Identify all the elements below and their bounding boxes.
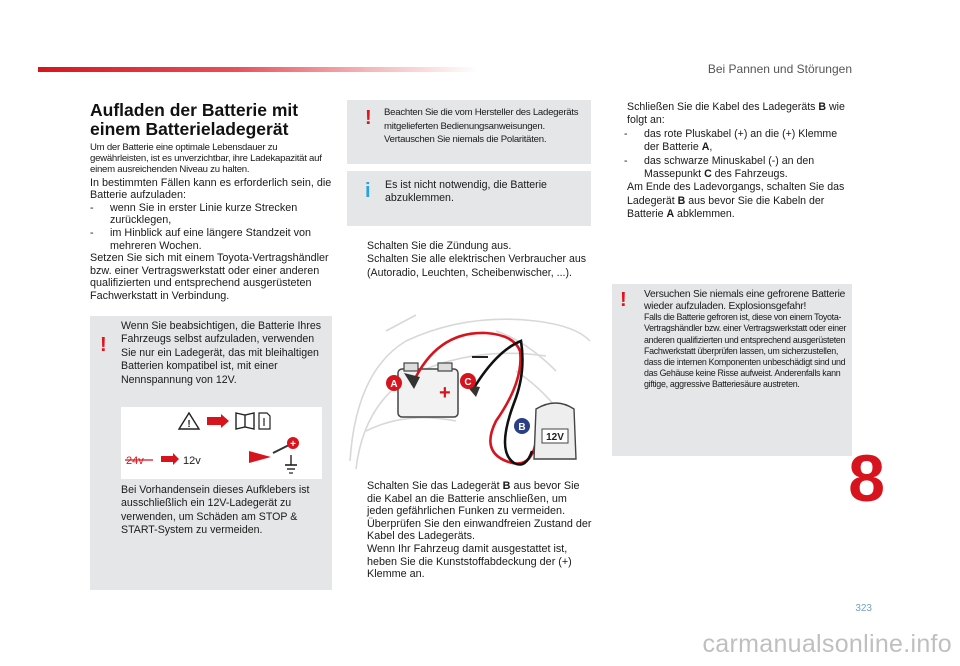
header-accent-bar <box>38 67 478 72</box>
label-12v: 12v <box>183 455 201 467</box>
warning-text: Beachten Sie die vom Hersteller des Ladegeräts mitgelieferten Bedienungsanweisungen. Vertauschen Sie niemals die Polaritäten. <box>384 107 579 145</box>
text-part: des Fahrzeugs. <box>711 168 788 181</box>
text-part: Am Ende des Ladevorgangs, schalten Sie das Ladegerät <box>627 181 845 207</box>
text-part: wie folgt an: <box>627 101 845 127</box>
list-dash: - <box>624 154 628 167</box>
list-item-text: Wenn Ihr Fahrzeug damit ausgestattet ist, heben Sie die Kunststoffabdeckung der (+) Klemme an. <box>367 542 572 581</box>
list-item-text: im Hinblick auf eine längere Standzeit von mehreren Wochen. <box>110 226 312 252</box>
section-title: Bei Pannen und Störungen <box>707 62 852 76</box>
sub-list-item <box>612 128 854 155</box>
plus-sign-icon: + <box>439 382 451 404</box>
list-item-text: Überprüfen Sie den einwandfreien Zustand der Kabel des Ladegeräts. <box>367 517 592 543</box>
page-number: 323 <box>855 603 872 614</box>
warning-icon: ! <box>365 107 372 129</box>
label-b: B <box>518 422 526 433</box>
intro-text: Um der Batterie eine optimale Lebensdauer zu gewährleisten, ist es unverzichtbar, ihre Ladekapazität auf einem ausreichenden Niveau zu halten. <box>90 142 322 176</box>
text-part: das schwarze Minuskabel (-) an den Massepunkt <box>644 154 815 181</box>
text-bold: B <box>502 480 511 492</box>
arrow-right-icon <box>207 414 229 428</box>
warning-body: Falls die Batterie gefroren ist, diese von einem Toyota-Vertragshändler bzw. einer Vertragswerkstatt oder einer anderen qualifizierten und entsprechend ausgerüsteten Fachwerkstatt überprüfen lassen, um sicherzustellen, dass die internen Komponenten unbeschädigt sind und das Gehäuse keine Risse aufweist. Anderenfalls kann giftige, aggressive Batteriesäure austreten. <box>644 312 847 390</box>
warning-heading: Versuchen Sie niemals eine gefrorene Batterie wieder aufzuladen. Explosionsgefahr! <box>644 289 846 312</box>
text-bold: B <box>818 101 827 113</box>
manual-book-icon <box>236 413 254 429</box>
label-a: A <box>390 379 398 390</box>
warning-icon: ! <box>100 334 107 356</box>
info-icon: i <box>365 180 371 202</box>
text-bold: A <box>701 141 710 154</box>
list-item <box>612 181 854 221</box>
list-item-text: Schalten Sie alle elektrischen Verbraucher aus (Autoradio, Leuchten, Scheibenwischer, ...). <box>367 253 587 279</box>
black-cable <box>472 341 532 465</box>
text-part: Schalten Sie das Ladegerät <box>367 480 503 492</box>
arrow-right-icon <box>161 453 179 465</box>
text-bold: A <box>666 208 675 221</box>
text-bold: B <box>677 194 686 207</box>
warning-content <box>644 289 850 391</box>
text-part: aus bevor Sie die Kabeln der Batterie <box>627 194 825 221</box>
steps-connect <box>612 101 854 222</box>
warning-text: Wenn Sie beabsichtigen, die Batterie Ihres Fahrzeugs selbst aufzuladen, verwenden Sie nur ein Ladegerät, das mit bleihaltigen Batterien kompatibel ist, mit einer Nennspannung von 12V. <box>121 320 322 386</box>
charger-12v-label: 12V <box>546 432 564 443</box>
list-item <box>352 543 594 581</box>
text-bold: C <box>704 168 712 181</box>
battery-charging-illustration <box>346 311 592 475</box>
warning-icon: ! <box>620 289 627 311</box>
label-24v: 24v <box>126 455 144 467</box>
paragraph-2: Setzen Sie sich mit einem Toyota-Vertragshändler bzw. einer Vertragswerkstatt oder einer anderen qualifizierten und entsprechend ausgerüsteten Fachwerkstatt in Verbindung. <box>90 252 329 302</box>
list-item <box>352 518 594 543</box>
steps-charge <box>352 480 594 581</box>
info-text: Es ist nicht notwendig, die Batterie abzuklemmen. <box>385 179 547 205</box>
sticker-illustration <box>121 407 322 479</box>
sub-list-item <box>612 155 854 182</box>
list-item <box>352 240 592 253</box>
text-part: , <box>709 141 713 154</box>
clamp-red-icon <box>249 451 271 463</box>
paragraph-1: In bestimmten Fällen kann es erforderlich sein, die Batterie aufzuladen: <box>90 176 332 202</box>
sticker-note: Bei Vorhandensein dieses Aufklebers ist ausschließlich ein 12V-Ladegerät zu verwenden, um Schäden am STOP & START-System zu vermeiden. <box>121 484 310 537</box>
label-c: C <box>464 377 472 388</box>
text-part: aus bevor Sie die Kabel an die Batterie anschließen, um jeden gefährlichen Funken zu vermeiden. <box>367 480 580 518</box>
text-part: Schließen Sie die Kabel des Ladegeräts <box>627 101 819 113</box>
list-item <box>612 101 854 128</box>
list-item <box>90 202 333 227</box>
text-part: das rote Pluskabel (+) an die (+) Klemme der Batterie <box>644 127 838 154</box>
warning-box-polarity <box>347 100 591 164</box>
svg-text:+: + <box>290 439 296 450</box>
warning-box-frozen <box>612 284 852 456</box>
chapter-number: 8 <box>848 441 885 515</box>
list-item <box>90 227 333 252</box>
info-box <box>347 171 591 226</box>
list-item <box>352 480 594 518</box>
list-item-text: Schalten Sie die Zündung aus. <box>367 240 512 252</box>
list-dash: - <box>90 226 94 239</box>
list-item-text: wenn Sie in erster Linie kurze Strecken zurücklegen, <box>110 201 298 227</box>
warning-box-charger <box>90 316 332 590</box>
charger-device-icon <box>534 403 576 459</box>
steps-before <box>352 240 592 280</box>
column-1 <box>90 142 333 303</box>
watermark: carmanualsonline.info <box>702 630 952 658</box>
list-item <box>352 253 592 280</box>
text-part: abklemmen. <box>674 208 735 221</box>
sticker-image <box>121 407 322 479</box>
list-dash: - <box>90 201 94 214</box>
page-title: Aufladen der Batterie mit einem Batterieladegerät <box>90 100 299 139</box>
engine-bay-illustration <box>346 311 592 475</box>
list-dash: - <box>624 127 628 140</box>
svg-text:!: ! <box>187 419 191 430</box>
